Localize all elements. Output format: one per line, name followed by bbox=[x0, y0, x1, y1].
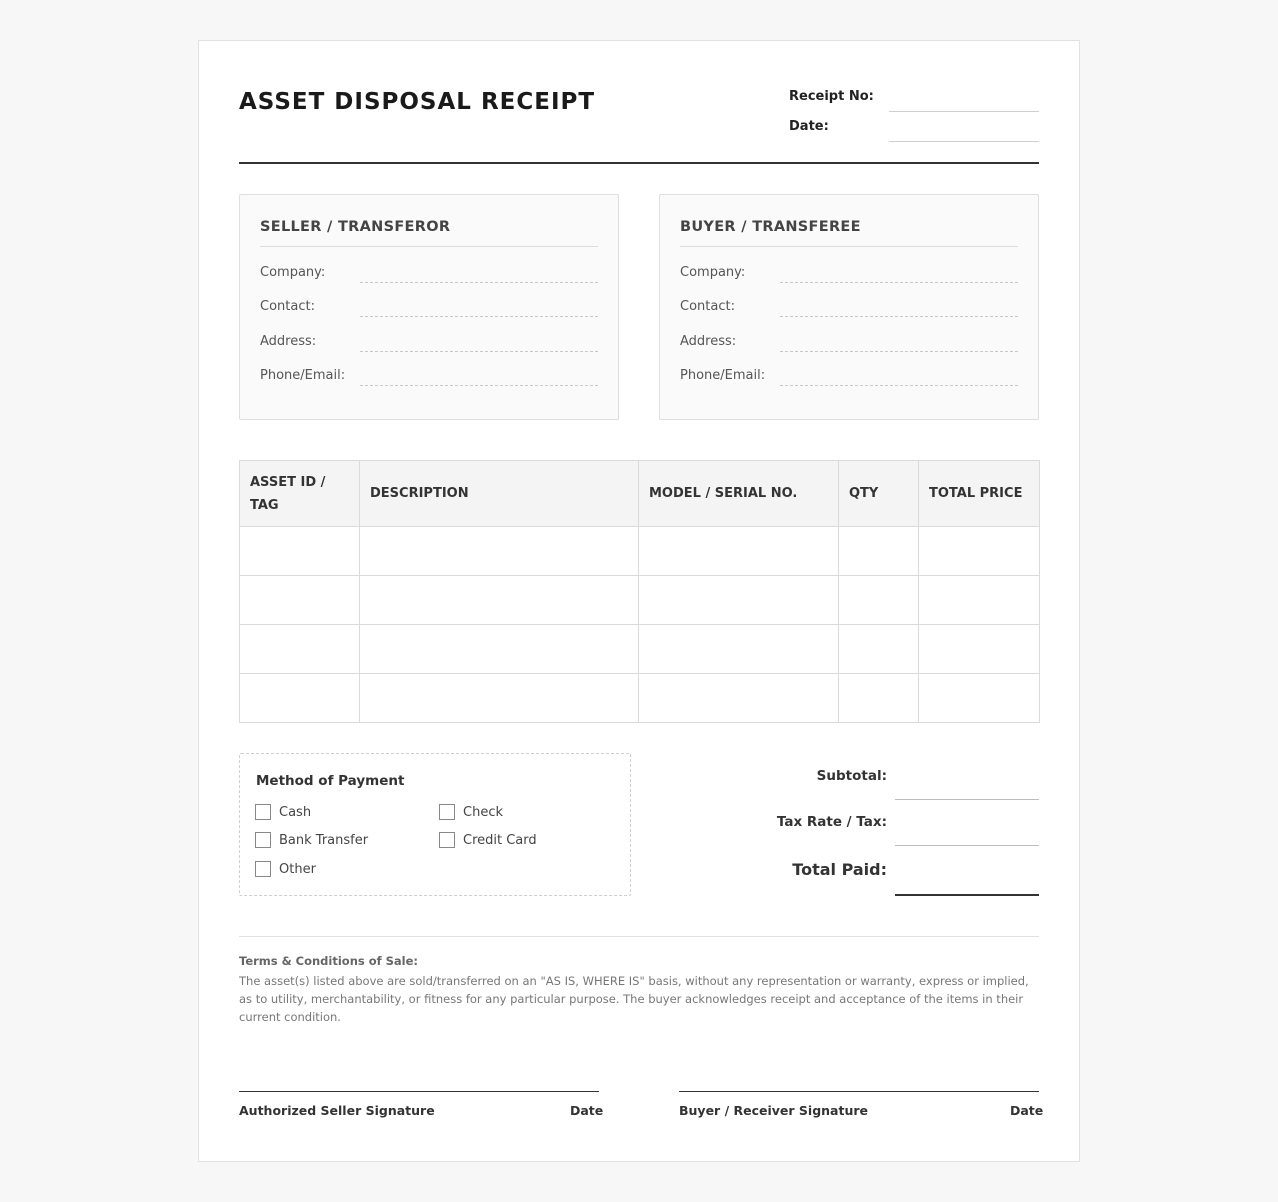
seller-contact-field[interactable] bbox=[360, 316, 598, 317]
buyer-signature-date-label: Date bbox=[1010, 1103, 1044, 1118]
document-title: ASSET DISPOSAL RECEIPT bbox=[239, 89, 596, 115]
total-paid-label: Total Paid: bbox=[792, 860, 887, 879]
column-header-description: DESCRIPTION bbox=[360, 461, 639, 527]
seller-company-field[interactable] bbox=[360, 282, 598, 283]
seller-signature-line[interactable] bbox=[239, 1091, 599, 1092]
seller-address-label: Address: bbox=[260, 334, 317, 349]
table-cell[interactable] bbox=[639, 527, 839, 576]
buyer-contact-label: Contact: bbox=[680, 299, 735, 314]
table-cell[interactable] bbox=[919, 674, 1040, 723]
seller-section bbox=[239, 194, 619, 420]
subtotal-field[interactable] bbox=[895, 799, 1039, 800]
table-cell[interactable] bbox=[919, 625, 1040, 674]
buyer-phone-email-field[interactable] bbox=[780, 385, 1018, 386]
table-row bbox=[240, 576, 1040, 625]
column-header-asset-id: ASSET ID / TAG bbox=[240, 461, 360, 527]
check-checkbox[interactable] bbox=[439, 804, 455, 820]
buyer-title-divider bbox=[680, 246, 1018, 247]
seller-signature-label: Authorized Seller Signature bbox=[239, 1103, 435, 1118]
column-header-model-serial: MODEL / SERIAL NO. bbox=[639, 461, 839, 527]
table-cell[interactable] bbox=[839, 576, 919, 625]
seller-company-label: Company: bbox=[260, 265, 326, 280]
seller-address-field[interactable] bbox=[360, 351, 598, 352]
payment-method-section bbox=[239, 753, 631, 896]
buyer-company-label: Company: bbox=[680, 265, 746, 280]
table-cell[interactable] bbox=[839, 527, 919, 576]
table-cell[interactable] bbox=[839, 674, 919, 723]
seller-title-divider bbox=[260, 246, 598, 247]
buyer-signature-label: Buyer / Receiver Signature bbox=[679, 1103, 868, 1118]
table-cell[interactable] bbox=[240, 527, 360, 576]
buyer-title: BUYER / TRANSFEREE bbox=[680, 219, 861, 235]
other-checkbox[interactable] bbox=[255, 861, 271, 877]
table-cell[interactable] bbox=[919, 527, 1040, 576]
credit-card-label: Credit Card bbox=[463, 833, 537, 848]
table-cell[interactable] bbox=[839, 625, 919, 674]
date-field[interactable] bbox=[889, 141, 1039, 142]
terms-text: The asset(s) listed above are sold/transferred on an "AS IS, WHERE IS" basis, without any representation or warranty, express or implied, as to utility, merchantability, or fitness for any particular purpose. The buyer acknowledges receipt and acceptance of the items in their current condition. bbox=[239, 974, 1029, 1024]
buyer-phone-email-label: Phone/Email: bbox=[680, 368, 766, 383]
table-cell[interactable] bbox=[639, 625, 839, 674]
seller-phone-email-label: Phone/Email: bbox=[260, 368, 346, 383]
date-label: Date: bbox=[789, 119, 829, 134]
column-header-total-price: TOTAL PRICE bbox=[919, 461, 1040, 527]
buyer-signature-line[interactable] bbox=[679, 1091, 1039, 1092]
table-row bbox=[240, 674, 1040, 723]
cash-checkbox[interactable] bbox=[255, 804, 271, 820]
seller-signature-date-label: Date bbox=[570, 1103, 604, 1118]
buyer-address-label: Address: bbox=[680, 334, 737, 349]
table-cell[interactable] bbox=[240, 576, 360, 625]
receipt-no-label: Receipt No: bbox=[789, 89, 874, 104]
seller-title: SELLER / TRANSFEROR bbox=[260, 219, 451, 235]
table-row bbox=[240, 527, 1040, 576]
seller-contact-label: Contact: bbox=[260, 299, 315, 314]
tax-field[interactable] bbox=[895, 845, 1039, 846]
payment-method-title: Method of Payment bbox=[256, 773, 405, 789]
buyer-contact-field[interactable] bbox=[780, 316, 1018, 317]
terms-title: Terms & Conditions of Sale: bbox=[239, 954, 419, 968]
table-cell[interactable] bbox=[240, 674, 360, 723]
buyer-section bbox=[659, 194, 1039, 420]
buyer-address-field[interactable] bbox=[780, 351, 1018, 352]
receipt-sheet bbox=[198, 40, 1080, 1162]
credit-card-checkbox[interactable] bbox=[439, 832, 455, 848]
table-cell[interactable] bbox=[360, 576, 639, 625]
seller-phone-email-field[interactable] bbox=[360, 385, 598, 386]
table-header-row bbox=[240, 461, 1040, 527]
bank-transfer-checkbox[interactable] bbox=[255, 832, 271, 848]
cash-label: Cash bbox=[279, 805, 312, 820]
header-divider bbox=[239, 162, 1039, 164]
terms-divider bbox=[239, 936, 1039, 937]
table-cell[interactable] bbox=[360, 674, 639, 723]
table-cell[interactable] bbox=[360, 527, 639, 576]
bank-transfer-label: Bank Transfer bbox=[279, 833, 369, 848]
subtotal-label: Subtotal: bbox=[816, 768, 887, 784]
column-header-qty: QTY bbox=[839, 461, 919, 527]
table-row bbox=[240, 625, 1040, 674]
asset-items-table bbox=[239, 460, 1040, 723]
receipt-no-field[interactable] bbox=[889, 111, 1039, 112]
table-cell[interactable] bbox=[240, 625, 360, 674]
tax-label: Tax Rate / Tax: bbox=[776, 814, 887, 830]
table-cell[interactable] bbox=[639, 576, 839, 625]
table-cell[interactable] bbox=[360, 625, 639, 674]
total-paid-field[interactable] bbox=[895, 894, 1039, 896]
table-cell[interactable] bbox=[919, 576, 1040, 625]
table-cell[interactable] bbox=[639, 674, 839, 723]
buyer-company-field[interactable] bbox=[780, 282, 1018, 283]
other-label: Other bbox=[279, 862, 316, 877]
check-label: Check bbox=[463, 805, 503, 820]
